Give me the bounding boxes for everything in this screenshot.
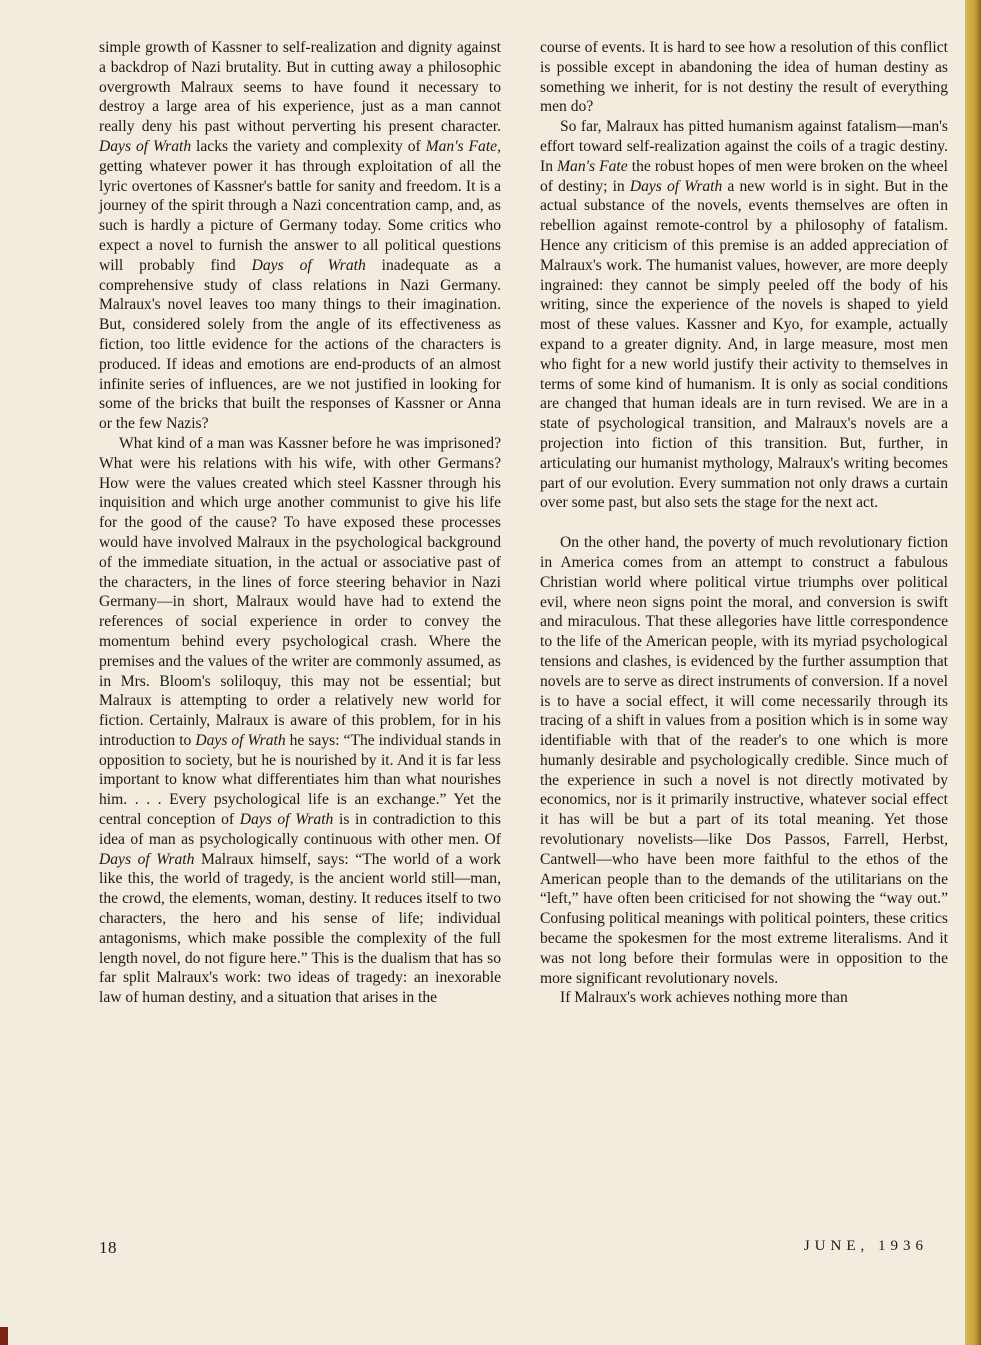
text-run: inadequate as a comprehensive study of class relations in Nazi Germany. Malraux's novel leaves too many things to their imagination. But, considered solely from the angle of its effectiveness as fiction, too little evidence for the actions of the characters is produced. If ideas and emotions are end-products of an almost infinite series of influences, are we not justified in looking for some of the bricks that built the responses of Kassner or Anna or the few Nazis? bbox=[99, 256, 501, 433]
italic-title: Days of Wrath bbox=[99, 850, 195, 868]
italic-title: Days of Wrath bbox=[629, 177, 723, 195]
italic-title: Days of Wrath bbox=[251, 256, 366, 274]
left-column bbox=[99, 38, 501, 1008]
text-run: Malraux himself, says: “The world of a work like this, the world of tragedy, is the ancient world still—man, the crowd, the elements, woman, destiny. It reduces itself to two characters, the hero and his sense of life; individual antagonisms, which make possible the complexity of the full length novel, do not figure here.” This is the dualism that has so far split Malraux's work: two ideas of tragedy: an inexorable law of human destiny, and a situation that arises in the bbox=[99, 850, 501, 1007]
page-number: 18 bbox=[99, 1238, 117, 1257]
italic-title: Man's Fate, bbox=[425, 137, 501, 155]
italic-title: Days of Wrath bbox=[239, 811, 334, 829]
text-run: a new world is in sight. But in the actual substance of the novels, events themselves are often in rebellion against remote-control by a philosophy of fatalism. Hence any criticism of this premise is an added appreciation of Malraux's work. The humanist values, however, are more deeply ingrained: they cannot be simply peeled off the body of his writing, since the experience of the novels is shaped to yield most of these values. Kassner and Kyo, for example, actually expand to a greater dignity. And, in large measure, most men who fight for a new world justify their activity to themselves in terms of some kind of humanism. It is only as social conditions are changed that human ideals are in turn revised. We are in a state of psychological transition, and Malraux's novels are a projection into fiction of this transition. But, further, in articulating our humanist mythology, Malraux's writing becomes part of our evolution. Every summation not only draws a curtain over some past, but also sets the stage for the next act. bbox=[540, 177, 948, 512]
text-run: getting whatever power it has through exploitation of all the lyric overtones of Kassner's battle for sanity and freedom. It is a journey of the spirit through a Nazi concentration camp, and, as such is hardly a picture of Germany today. Some critics who expect a novel to furnish the answer to all political questions will probably find bbox=[99, 157, 501, 274]
text-run: course of events. It is hard to see how a resolution of this conflict is possible except in abandoning the idea of human destiny as something we inherit, for is not destiny the result of everything men do? bbox=[540, 39, 948, 116]
page-edge bbox=[965, 0, 981, 1345]
text-run: If Malraux's work achieves nothing more than bbox=[560, 989, 848, 1007]
text-run: is in contradiction to this idea of man as psychologically continuous with other men. Of bbox=[99, 811, 501, 848]
text-run: he says: “The individual stands in opposition to society, but he is nourished by it. And it is far less important to know what differentiates him than what nourishes him. . . . Every psychological life is an exchange.” Yet the central conception of bbox=[99, 731, 502, 829]
right-column bbox=[540, 38, 948, 1008]
text-run: So far, Malraux has pitted humanism against fatalism—man's effort toward self-realization against the coils of a tragic destiny. In bbox=[540, 118, 948, 175]
text-run: simple growth of Kassner to self-realization and dignity against a backdrop of Nazi brutality. But in cutting away a philosophic overgrowth Malraux seems to have found it necessary to destroy a large area of his experience, just as a man cannot really deny his past without perverting his present character. bbox=[99, 39, 501, 136]
text-run: On the other hand, the poverty of much revolutionary fiction in America comes from an attempt to construct a fabulous Christian world where political virtue triumphs over political evil, where neon signs point the moral, and conversion is swift and miraculous. That these allegories have little correspondence to the life of the American people, with its myriad psychological tensions and clashes, is evidenced by the further assumption that novels are to serve as direct instruments of conversion. If a novel is to have a social effect, it will come necessarily through its tracing of a shift in values from a position which is in some way identifiable with that of the reader's to one which is more humanly desirable and psychologically credible. Since much of the experience in such a novel is not directly motivated by economics, nor is it primarily instructive, whatever social effect it has will be but a part of its total meaning. Yet those revolutionary novelists—like Dos Passos, Farrell, Herbst, Cantwell—who have been more faithful to the ethos of the American people than to the demands of the utilitarians on the “left,” have often been criticised for not showing the “way out.” Confusing political meanings with political pointers, these critics became the spokesmen for the most extreme literalisms. And it was not long before their formulas were in opposition to the more significant revolutionary novels. bbox=[540, 534, 948, 987]
text-run: lacks the variety and complexity of bbox=[191, 137, 426, 155]
paragraph bbox=[99, 38, 501, 434]
text-run: the robust hopes of men were broken on the wheel of destiny; in bbox=[540, 157, 949, 195]
paragraph bbox=[540, 533, 948, 988]
paragraph bbox=[540, 117, 948, 513]
paragraph bbox=[540, 38, 948, 117]
italic-title: Days of Wrath bbox=[195, 731, 286, 749]
text-run: What kind of a man was Kassner before he was imprisoned? What were his relations with his wife, with other Germans? How were the values created which steel Kassner through his inquisition and which urge another communist to give his life for the good of the cause? To have exposed these processes would have involved Malraux in the psychological background of the immediate situation, in the actual or associative past of the characters, in the lines of force steering behavior in Nazi Germany—in short, Malraux would have had to extend the references of social experience in order to convey the momentum behind every psychological crash. Where the premises and the values of the writer are commonly assumed, as in Mrs. Bloom's soliloquy, this may not be essential; but Malraux is attempting to order a relatively new world for fiction. Certainly, Malraux is aware of this problem, for in his introduction to bbox=[99, 434, 501, 749]
italic-title: Man's Fate bbox=[557, 157, 628, 175]
italic-title: Days of Wrath bbox=[99, 137, 192, 155]
corner-mark bbox=[0, 1327, 8, 1345]
paragraph bbox=[99, 434, 501, 1008]
issue-date: JUNE, 1936 bbox=[803, 1238, 928, 1254]
paragraph bbox=[540, 988, 948, 1008]
